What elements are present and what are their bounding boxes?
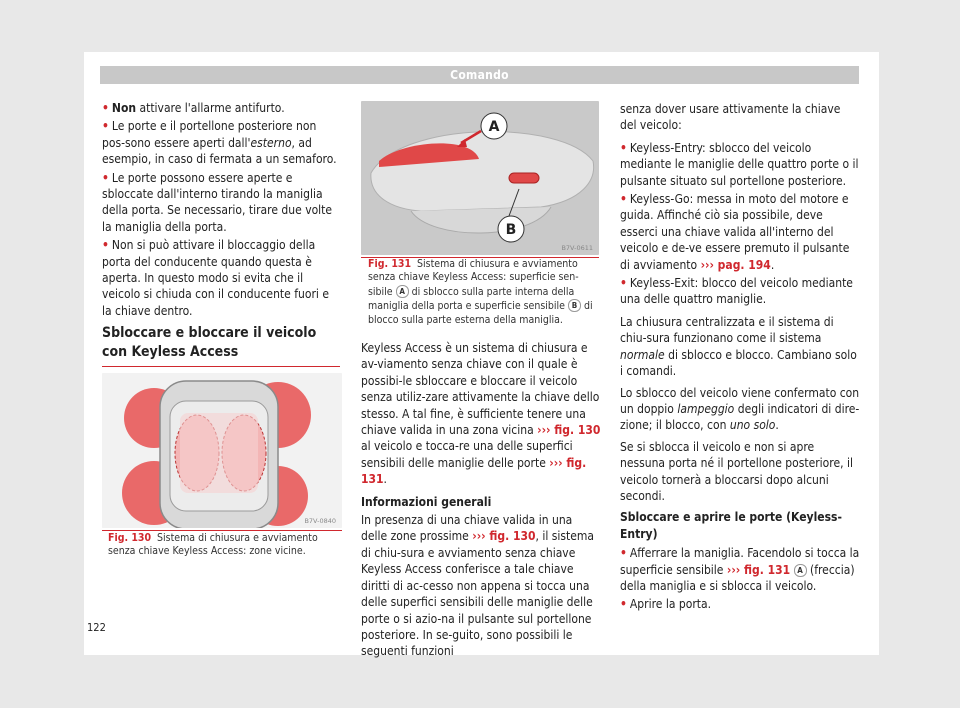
bullet-item — [102, 100, 342, 116]
marker-a-badge: A — [794, 564, 807, 577]
figure-label: Fig. 131 — [368, 258, 412, 270]
section-divider — [102, 366, 340, 367]
paragraph — [620, 314, 860, 380]
bullet-icon: • — [102, 119, 109, 134]
bullet-icon: • — [620, 597, 627, 612]
bullet-item — [620, 596, 860, 612]
bullet-icon: • — [102, 238, 109, 253]
bullet-icon: • — [102, 101, 109, 115]
paragraph-text: Keyless Access è un sistema di chiusura e av-viamento senza chiave con il quale è possibi-le sbloccare e bloccare il veicolo senza utiliz-zare attivamente la chiave dello stesso. A tal fine, è sufficiente tenere una chiave valida in una zona vicina — [361, 341, 600, 438]
bullet-item — [620, 140, 860, 189]
paragraph-text: La chiusura centralizzata e il sistema di chiu-sura funzionano come il sistema — [620, 314, 834, 346]
bullet-text: . — [770, 257, 775, 272]
figure-link[interactable]: ››› fig. 131 — [726, 562, 791, 577]
bullet-icon: • — [620, 546, 627, 561]
figure-131-caption — [368, 258, 600, 327]
paragraph: senza dover usare attivamente la chiave del veicolo: — [620, 102, 841, 133]
paragraph-text: . — [775, 418, 779, 433]
bullet-item — [102, 237, 342, 319]
paragraph-text: degli indicatori di dire-zione; il blocco, con — [620, 401, 860, 433]
paragraph — [361, 340, 601, 488]
italic-text: normale — [620, 347, 665, 362]
bullet-icon: • — [620, 276, 627, 291]
column-middle — [361, 340, 601, 662]
paragraph-text: , il sistema di chiu-sura e avviamento senza chiave Keyless Access conferisce a tale chiave diritti di ac-cesso non appena si tocca una delle superfici sensibili delle maniglie delle porte o si azio-na il pulsante sul portellone posteriore. In se-guito, sono possibili le seguenti funzioni — [361, 529, 595, 659]
bullet-text: attivare l'allarme antifurto. — [136, 101, 285, 115]
bullet-item — [620, 545, 860, 594]
page-link[interactable]: ››› pag. 194 — [700, 257, 771, 272]
italic-text: esterno — [250, 135, 292, 150]
caption-text: di blocco sulla parte esterna della maniglia. — [368, 300, 593, 326]
paragraph-text: al veicolo e tocca-re una delle superfici sensibili delle maniglie delle porte — [361, 439, 573, 470]
figure-130-caption — [108, 532, 340, 559]
paragraph-text: . — [383, 472, 387, 487]
bullet-icon: • — [102, 170, 109, 185]
caption-text: Sistema di chiusura e avviamento senza chiave Keyless Access: superficie sen-sibile — [368, 258, 579, 298]
paragraph-text: di sblocco e blocco. Cambiano solo i comandi. — [620, 347, 857, 379]
bullet-text: Keyless-Entry: sblocco del veicolo mediante le maniglie delle quattro porte o il pulsante situato sul portellone posteriore. — [620, 140, 859, 188]
paragraph: Se si sblocca il veicolo e non si apre nessuna porta né il portellone posteriore, il veicolo tornerà a bloccarsi dopo alcuni secondi. — [620, 439, 853, 503]
figure-link[interactable]: ››› fig. 131 — [361, 455, 587, 487]
marker-b-badge: B — [568, 299, 581, 312]
bullet-text: Le porte e il portellone posteriore non pos-sono essere aperti dall' — [102, 119, 317, 150]
bullet-item — [102, 118, 342, 167]
page-number: 122 — [87, 621, 106, 634]
bold-text: Non — [111, 101, 137, 115]
caption-divider — [102, 530, 342, 531]
bullet-text: Aprire la porta. — [629, 597, 712, 612]
bullet-text: Keyless-Go: messa in moto del motore e guida. Affinché ciò sia possibile, deve esserci una chiave valida all'interno del veicolo e de-ve essere premuto il pulsante di avviamento — [620, 192, 850, 272]
bullet-icon: • — [620, 192, 627, 207]
figure-label: Fig. 130 — [108, 532, 152, 544]
page-header: Comando — [100, 66, 859, 84]
bullet-item — [620, 275, 860, 308]
subheading: Informazioni generali — [361, 494, 492, 509]
bullet-item — [620, 191, 860, 273]
subheading: Sbloccare e aprire le porte (Keyless-Entry) — [620, 510, 842, 541]
italic-text: uno solo — [729, 418, 776, 433]
bullet-item — [102, 170, 342, 236]
bullet-text: Non si può attivare il bloccaggio della porta del conducente quando questa è aperta. In questo modo si evita che il veicolo si chiuda con il conducente fuori e la chiave dentro. — [102, 238, 329, 318]
figure-130-image — [102, 373, 342, 528]
column-left — [102, 100, 342, 321]
bullet-icon: • — [620, 140, 627, 155]
paragraph — [361, 512, 601, 660]
figure-link[interactable]: ››› fig. 130 — [472, 529, 536, 544]
column-right — [620, 101, 860, 615]
figure-131-image — [361, 101, 599, 255]
marker-a-badge: A — [396, 285, 409, 298]
figure-code: B7V-0611 — [561, 244, 593, 252]
bullet-text: (freccia) della maniglia e si sblocca il veicolo. — [620, 562, 855, 593]
marker-b-label: B — [505, 222, 517, 238]
caption-text: Sistema di chiusura e avviamento senza chiave Keyless Access: zone vicine. — [108, 532, 318, 558]
bullet-text: , ad esempio, in caso di fermata a un semaforo. — [102, 135, 337, 167]
paragraph-text: In presenza di una chiave valida in una delle zone prossime — [361, 513, 573, 544]
figure-link[interactable]: ››› fig. 130 — [537, 423, 601, 438]
bullet-text: Afferrare la maniglia. Facendolo si tocca la superficie sensibile — [620, 546, 860, 577]
caption-text: di sblocco sulla parte interna della maniglia della porta e superficie sensibile — [368, 285, 575, 313]
bullet-text: Keyless-Exit: blocco del veicolo mediante una delle quattro maniglie. — [620, 276, 853, 307]
car-zones-illustration — [102, 373, 342, 528]
door-handle-illustration — [361, 101, 599, 255]
section-title: Sbloccare e bloccare il veicolo con Keyless Access — [102, 325, 317, 360]
paragraph — [620, 385, 860, 434]
figure-code: B7V-0840 — [304, 517, 336, 525]
italic-text: lampeggio — [677, 401, 735, 416]
bullet-text: Le porte possono essere aperte e sbloccate dall'interno tirando la maniglia della porta. Se necessario, tirare due volte la maniglia della porta. — [102, 170, 333, 234]
paragraph-text: Lo sblocco del veicolo viene confermato con un doppio — [620, 385, 860, 416]
marker-a-label: A — [488, 119, 500, 135]
